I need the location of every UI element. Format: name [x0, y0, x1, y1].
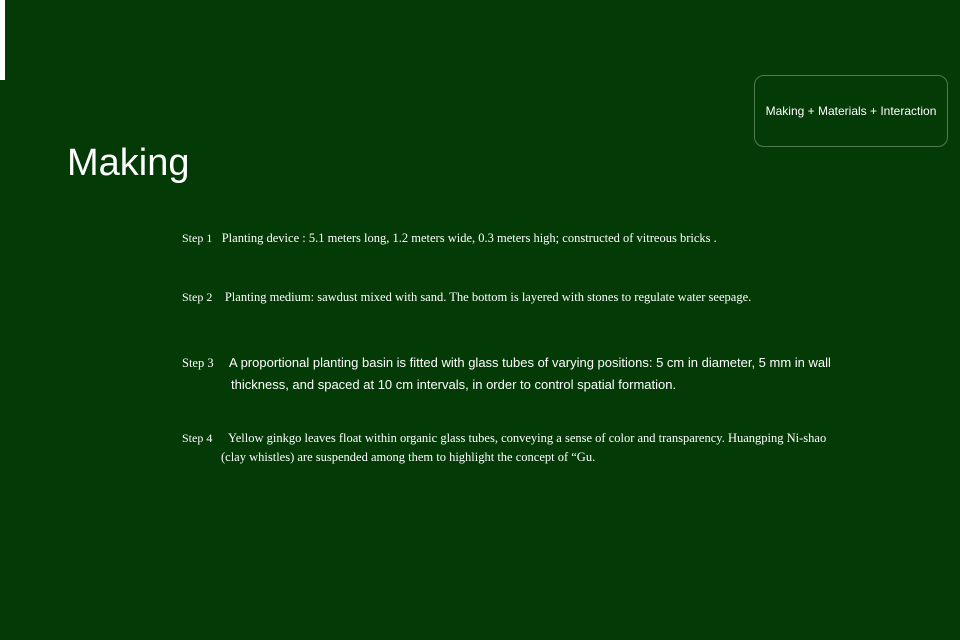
- section-nav-label: Making + Materials + Interaction: [765, 104, 937, 118]
- step-3-text-line-2: thickness, and spaced at 10 cm intervals, in order to control spatial formation.: [231, 377, 677, 392]
- step-3-number: Step 3: [182, 356, 214, 370]
- page-title: Making: [67, 142, 190, 184]
- step-1-text: Planting device : 5.1 meters long, 1.2 meters wide, 0.3 meters high; constructed of vitreous bricks .: [221, 231, 717, 245]
- step-1-number: Step 1: [182, 231, 213, 245]
- corner-accent-bar: [0, 0, 5, 80]
- step-3: [182, 352, 872, 396]
- step-4: [182, 429, 888, 467]
- step-4-text-line-1: Yellow ginkgo leaves float within organic glass tubes, conveying a sense of color and transparency. Huangping Ni-shao: [227, 431, 827, 445]
- step-2: [182, 288, 902, 307]
- section-nav-button[interactable]: [754, 75, 948, 147]
- step-2-text: Planting medium: sawdust mixed with sand. The bottom is layered with stones to regulate water seepage.: [224, 290, 752, 304]
- step-4-number: Step 4: [182, 431, 213, 445]
- step-3-text-line-1: A proportional planting basin is fitted with glass tubes of varying positions: 5 cm in diameter, 5 mm in wall: [229, 355, 831, 370]
- step-1: [182, 229, 902, 248]
- step-2-number: Step 2: [182, 290, 213, 304]
- step-4-text-line-2: (clay whistles) are suspended among them to highlight the concept of “Gu.: [221, 450, 596, 464]
